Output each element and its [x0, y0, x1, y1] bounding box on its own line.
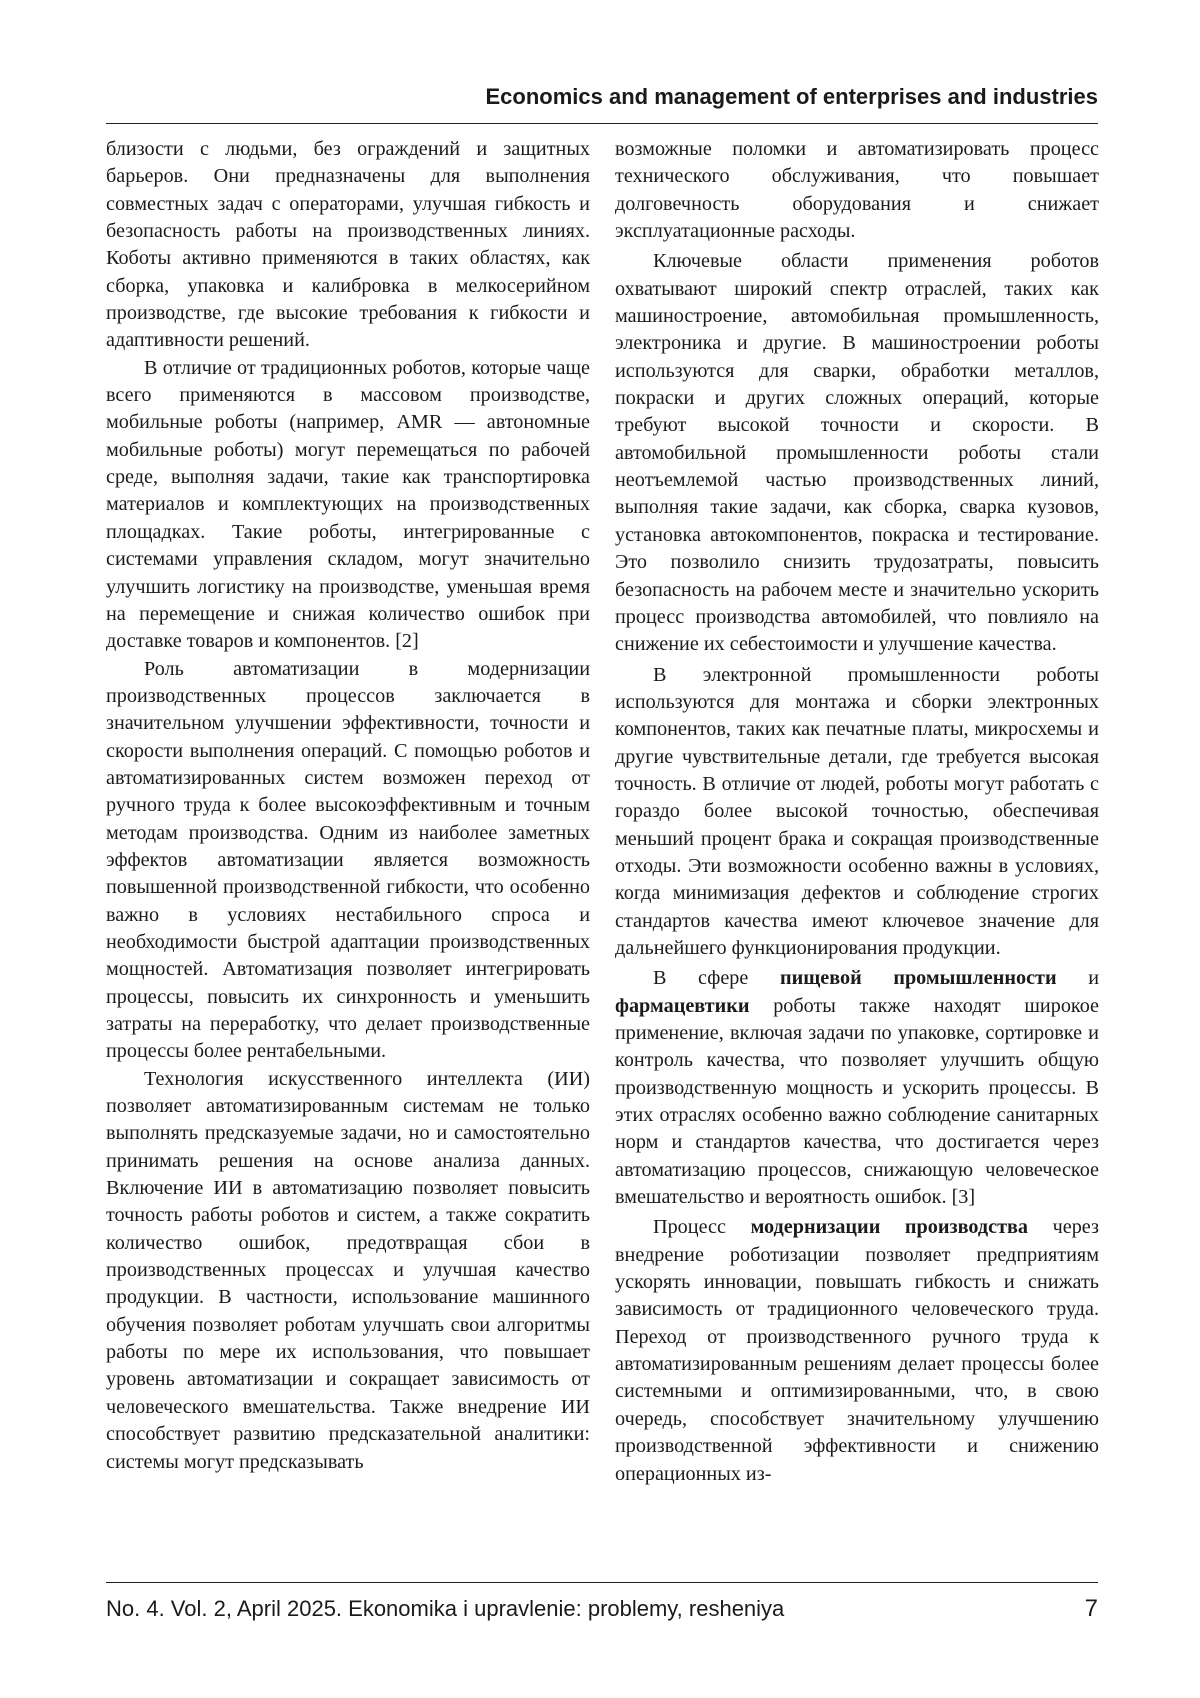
- paragraph: [615, 1214, 1099, 1487]
- bold-term: пищевой промышленности: [779, 967, 1057, 990]
- bold-term: фармацевтики: [615, 994, 750, 1017]
- text-run: Процесс: [653, 1216, 751, 1239]
- footer-divider: [106, 1582, 1098, 1583]
- page-footer: [106, 1594, 1098, 1624]
- paragraph: Ключевые области применения роботов охватывают широкий спектр отраслей, таких как машиностроение, автомобильная промышленность, электроника и другие. В машиностроении роботы используются для сварки, обработки металлов, покраски и других сложных операций, которые требуют высокой точности и скорости. В автомобильной промышленности роботы стали неотъемлемой частью производственных линий, выполняя такие задачи, как сборка, сварка кузовов, установка автокомпонентов, покраска и тестирование. Это позволило снизить трудозатраты, повысить безопасность на рабочем месте и значительно ускорить процесс производства автомобилей, что повлияло на снижение их себестоимости и улучшение качества.: [615, 250, 1099, 656]
- paragraph: [615, 965, 1099, 1211]
- paragraph: близости с людьми, без ограждений и защитных барьеров. Они предназначены для выполнения совместных задач с операторами, улучшая гибкость и безопасность работы на производственных линиях. Коботы активно применяются в таких областях, как сборка, упаковка и калибровка в мелкосерийном производстве, где высокие требования к гибкости и адаптивности решений.: [106, 138, 590, 352]
- bold-term: модернизации производства: [750, 1216, 1028, 1239]
- page-number: 7: [1084, 1595, 1098, 1622]
- text-run: и: [1056, 967, 1099, 990]
- running-header: Economics and management of enterprises and industries: [106, 80, 1098, 124]
- paragraph: Роль автоматизации в модернизации производственных процессов заключается в значительном улучшении эффективности, точности и скорости выполнения операций. С помощью роботов и автоматизированных систем возможен переход от ручного труда к более высокоэффективным и точным методам производства. Одним из наиболее заметных эффектов автоматизации является возможность повышенной производственной гибкости, что особенно важно в условиях нестабильного спроса и необходимости быстрой адаптации производственных мощностей. Автоматизация позволяет интегрировать процессы, повысить их синхронность и уменьшить затраты на переработку, что делает производственные процессы более рентабельными.: [106, 657, 590, 1063]
- paragraph: В электронной промышленности роботы используются для монтажа и сборки электронных компонентов, таких как печатные платы, микросхемы и другие чувствительные детали, где требуется высокая точность. В отличие от людей, роботы могут работать с гораздо более высокой точностью, обеспечивая меньший процент брака и сокращая производственные отходы. Эти возможности особенно важны в условиях, когда минимизация дефектов и соблюдение строгих стандартов качества имеют ключевое значение для дальнейшего функционирования продукции.: [615, 663, 1099, 959]
- paragraph: Технология искусственного интеллекта (ИИ) позволяет автоматизированным системам не только выполнять предсказуемые задачи, но и самостоятельно принимать решения на основе анализа данных. Включение ИИ в автоматизацию позволяет повысить точность работы роботов и систем, а также сократить количество ошибок, предотвращая сбои в производственных процессах и улучшая качество продукции. В частности, использование машинного обучения позволяет роботам улучшать свои алгоритмы работы по мере их использования, что повышает уровень автоматизации и сокращает зависимость от человеческого вмешательства. Также внедрение ИИ способствует развитию предсказательной аналитики: системы могут предсказывать: [106, 1067, 590, 1473]
- left-column: [106, 136, 590, 1476]
- paragraph: возможные поломки и автоматизировать процесс технического обслуживания, что повышает долговечность оборудования и снижает эксплуатационные расходы.: [615, 138, 1099, 243]
- paragraph: В отличие от традиционных роботов, которые чаще всего применяются в массовом производстве, мобильные роботы (например, AMR — автономные мобильные роботы) могут перемещаться по рабочей среде, выполняя задачи, такие как транспортировка материалов и комплектующих на производственных площадках. Такие роботы, интегрированные с системами управления складом, могут значительно улучшить логистику на производстве, уменьшая время на перемещение и снижая количество ошибок при доставке товаров и компонентов. [2]: [106, 356, 590, 653]
- right-column: [615, 136, 1099, 1488]
- journal-citation: No. 4. Vol. 2, April 2025. Ekonomika i upravlenie: problemy, resheniya: [106, 1596, 785, 1621]
- text-run: через внедрение роботизации позволяет предприятиям ускорять инновации, повышать гибкость и снижать зависимость от традиционного человеческого труда. Переход от производственного ручного труда к автоматизированным решениям делает процессы более системными и оптимизированными, что, в свою очередь, способствует значительному улучшению производственной эффективности и снижению операционных из-: [615, 1216, 1099, 1485]
- text-run: В сфере: [653, 967, 780, 990]
- text-run: роботы также находят широкое применение, включая задачи по упаковке, сортировке и контроль качества, что позволяет улучшить общую производственную мощность и ускорить процессы. В этих отраслях особенно важно соблюдение санитарных норм и стандартов качества, что достигается через автоматизацию процессов, снижающую человеческое вмешательство и вероятность ошибок. [3]: [615, 994, 1099, 1209]
